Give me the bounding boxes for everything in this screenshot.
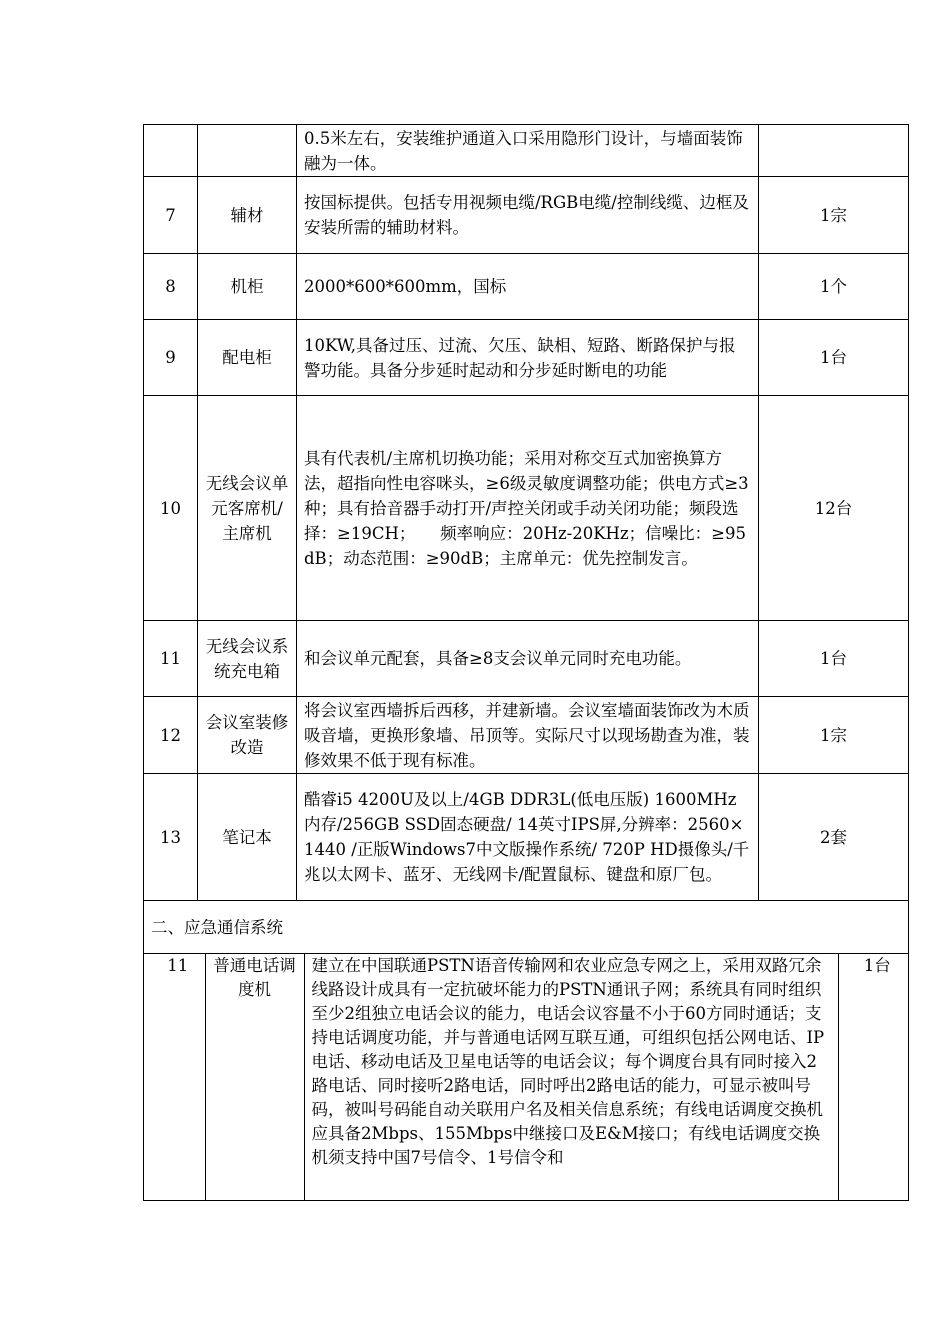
table-row bbox=[144, 254, 909, 320]
item-quantity: 1个 bbox=[759, 254, 909, 320]
item-name bbox=[198, 125, 297, 177]
row-number: 7 bbox=[144, 177, 198, 254]
table-row bbox=[144, 774, 909, 901]
section-heading: 二、应急通信系统 bbox=[144, 901, 909, 954]
item-quantity: 1台 bbox=[759, 621, 909, 697]
item-description: 2000*600*600mm，国标 bbox=[297, 254, 759, 320]
row-number: 8 bbox=[144, 254, 198, 320]
row-number: 11 bbox=[151, 954, 205, 1200]
table-row bbox=[144, 396, 909, 621]
row-number bbox=[144, 125, 198, 177]
item-name: 机柜 bbox=[198, 254, 297, 320]
section-row bbox=[144, 901, 909, 954]
item-description: 0.5米左右，安装维护通道入口采用隐形门设计，与墙面装饰融为一体。 bbox=[297, 125, 759, 177]
table-row bbox=[144, 125, 909, 177]
item-name: 笔记本 bbox=[198, 774, 297, 901]
last-row-container bbox=[144, 954, 909, 1201]
item-quantity: 1宗 bbox=[759, 697, 909, 774]
table-row bbox=[144, 177, 909, 254]
row-number: 12 bbox=[144, 697, 198, 774]
item-description: 具有代表机/主席机切换功能；采用对称交互式加密换算方法，超指向性电容咪头，≥6级灵敏度调整功能；供电方式≥3种；具有拾音器手动打开/声控关闭或手动关闭功能；频段选择：≥19CH； 频率响应：20Hz-20KHz；信噪比：≥95dB；动态范围：≥90dB；主席单元：优先控制发言。 bbox=[297, 396, 759, 621]
item-description: 10KW,具备过压、过流、欠压、缺相、短路、断路保护与报警功能。具备分步延时起动和分步延时断电的功能 bbox=[297, 320, 759, 396]
item-name: 配电柜 bbox=[198, 320, 297, 396]
item-quantity: 12台 bbox=[759, 396, 909, 621]
item-description: 将会议室西墙拆后西移，并建新墙。会议室墙面装饰改为木质吸音墙，更换形象墙、吊顶等。实际尺寸以现场勘查为准，装修效果不低于现有标准。 bbox=[297, 697, 759, 774]
table-row bbox=[144, 697, 909, 774]
item-quantity bbox=[759, 125, 909, 177]
item-description: 酷睿i5 4200U及以上/4GB DDR3L(低电压版) 1600MHz内存/256GB SSD固态硬盘/ 14英寸IPS屏,分辨率：2560×1440 /正版Windows7中文版操作系统/ 720P HD摄像头/千兆以太网卡、蓝牙、无线网卡/配置鼠标、键盘和原厂包。 bbox=[297, 774, 759, 901]
item-description: 建立在中国联通PSTN语音传输网和农业应急专网之上，采用双路冗余线路设计成具有一定抗破坏能力的PSTN通讯子网；系统具有同时组织至少2组独立电话会议的能力，电话会议容量不小于60方同时通话；支持电话调度功能，并与普通电话网互联互通，可组织包括公网电话、IP电话、移动电话及卫星电话等的电话会议；每个调度台具有同时接入2路电话、同时接听2路电话，同时呼出2路电话的能力，可显示被叫号码，被叫号码能自动关联用户名及相关信息系统；有线电话调度交换机应具备2Mbps、155Mbps中继接口及E&M接口；有线电话调度交换机须支持中国7号信令、1号信令和 bbox=[304, 954, 838, 1200]
item-description: 和会议单元配套，具备≥8支会议单元同时充电功能。 bbox=[297, 621, 759, 697]
last-row-inner-table bbox=[151, 954, 916, 1200]
equipment-spec-table bbox=[143, 124, 909, 1201]
item-name: 无线会议系统充电箱 bbox=[198, 621, 297, 697]
item-quantity: 2套 bbox=[759, 774, 909, 901]
item-quantity: 1台 bbox=[759, 320, 909, 396]
row-number: 13 bbox=[144, 774, 198, 901]
item-quantity: 1宗 bbox=[759, 177, 909, 254]
item-description: 按国标提供。包括专用视频电缆/RGB电缆/控制线缆、边框及安装所需的辅助材料。 bbox=[297, 177, 759, 254]
row-number: 11 bbox=[144, 621, 198, 697]
row-number: 9 bbox=[144, 320, 198, 396]
item-quantity: 1台 bbox=[863, 956, 891, 975]
item-name: 无线会议单元客席机/主席机 bbox=[198, 396, 297, 621]
table-row bbox=[144, 954, 909, 1201]
table-row bbox=[144, 621, 909, 697]
item-name: 会议室装修改造 bbox=[198, 697, 297, 774]
item-name: 普通电话调度机 bbox=[205, 954, 304, 1200]
table-row bbox=[144, 320, 909, 396]
row-number: 10 bbox=[144, 396, 198, 621]
item-name: 辅材 bbox=[198, 177, 297, 254]
